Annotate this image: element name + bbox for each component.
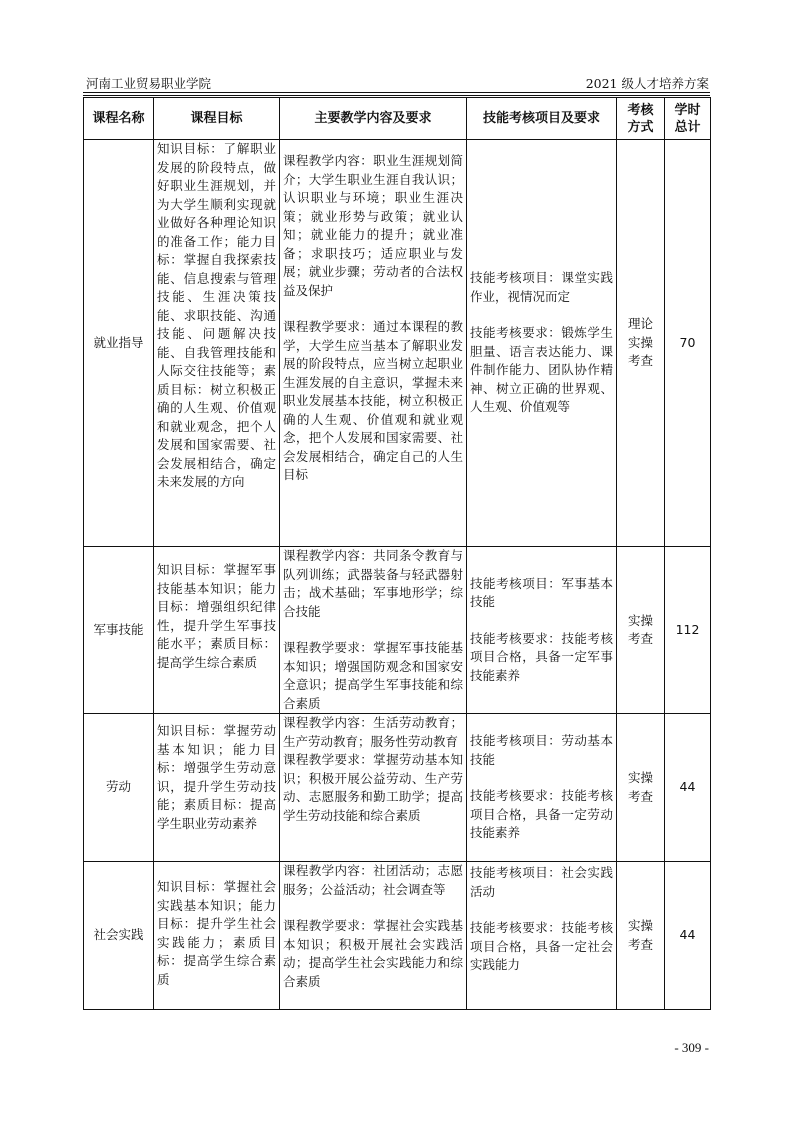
header-rule-second xyxy=(83,95,710,96)
method-line: 考查 xyxy=(627,353,653,369)
assessment-method xyxy=(617,140,665,547)
content-requirement: 课程教学要求：掌握社会实践基本知识；积极开展社会实践活动；提高学生社会实践能力和综合素质 xyxy=(283,918,463,989)
header-plan-title: 2021 级人才培养方案 xyxy=(585,76,709,91)
paragraph-gap xyxy=(283,300,463,318)
assessment-method xyxy=(617,547,665,714)
paragraph-gap xyxy=(470,612,613,630)
skill-item: 技能考核项目：课堂实践作业，视情况而定 xyxy=(470,270,613,304)
paragraph-gap xyxy=(470,901,613,919)
content-description: 课程教学内容：生活劳动教育；生产劳动教育；服务性劳动教育 xyxy=(283,715,463,749)
course-objective: 知识目标：掌握社会实践基本知识；能力目标：提升学生社会实践能力；素质目标：提高学生综合素质 xyxy=(154,862,280,1010)
method-line: 实操 xyxy=(627,918,653,933)
header-hours-line1: 学时 xyxy=(674,102,701,118)
content-description: 课程教学内容：社团活动；志愿服务；公益活动；社会调查等 xyxy=(283,863,463,897)
course-content xyxy=(280,862,467,1010)
method-line: 考查 xyxy=(627,936,653,952)
header-method-line2: 方式 xyxy=(627,119,654,135)
course-name: 就业指导 xyxy=(84,140,154,547)
table-row xyxy=(84,140,711,547)
course-content xyxy=(280,140,467,547)
table-row xyxy=(84,714,711,862)
course-name: 劳动 xyxy=(84,714,154,862)
header-course-name: 课程名称 xyxy=(84,98,154,140)
skill-requirement: 技能考核要求：技能考核项目合格，具备一定军事技能素养 xyxy=(470,630,613,683)
content-requirement: 课程教学要求：通过本课程的教学，大学生应当基本了解职业发展的阶段特点，应当树立起职业生涯发展的自主意识，掌握未来职业发展基本技能，树立积极正确的人生观、价值观和就业观念，把个人发展和国家需要、社会发展相结合，确定自己的人生目标 xyxy=(283,319,463,482)
header-assessment-method xyxy=(617,98,665,140)
header-course-content: 主要教学内容及要求 xyxy=(280,98,467,140)
table-header-row xyxy=(84,98,711,140)
skill-requirement: 技能考核要求：锻炼学生胆量、语言表达能力、课件制作能力、团队协作精神、树立正确的世界观、人生观、价值观等 xyxy=(470,325,613,415)
course-content xyxy=(280,547,467,714)
skill-requirement: 技能考核要求：技能考核项目合格，具备一定劳动技能素养 xyxy=(470,788,613,841)
total-hours: 44 xyxy=(665,862,711,1010)
course-objective: 知识目标：掌握军事技能基本知识；能力目标：增强组织纪律性，提升学生军事技能水平；素质目标：提高学生综合素质 xyxy=(154,547,280,714)
course-name: 军事技能 xyxy=(84,547,154,714)
method-line: 考查 xyxy=(627,631,653,646)
content-description: 课程教学内容：共同条令教育与队列训练；武器装备与轻武器射击；战术基础；军事地形学；综合技能 xyxy=(283,548,463,619)
skill-item: 技能考核项目：劳动基本技能 xyxy=(470,733,613,767)
paragraph-gap xyxy=(470,769,613,787)
method-line: 实操 xyxy=(627,334,653,350)
total-hours: 44 xyxy=(665,714,711,862)
course-objective: 知识目标：了解职业发展的阶段特点，做好职业生涯规划，并为大学生顺利实现就业做好各种理论知识的准备工作；能力目标：掌握自我探索技能、信息搜索与管理技能、生涯决策技能、求职技能、沟通技能、问题解决技能、自我管理技能和人际交往技能等；素质目标：树立积极正确的人生观、价值观和就业观念，把个人发展和国家需要、社会发展相结合，确定未来发展的方向 xyxy=(154,140,280,547)
table-row xyxy=(84,547,711,714)
content-description: 课程教学内容：职业生涯规划简介；大学生职业生涯自我认识；认识职业与环境；职业生涯决策；就业形势与政策；就业认知；就业能力的提升；就业准备；求职技巧；适应职业与发展；就业步骤；劳动者的合法权益及保护 xyxy=(283,153,463,298)
skill-item: 技能考核项目：军事基本技能 xyxy=(470,575,613,610)
paragraph-gap xyxy=(283,621,463,639)
total-hours: 70 xyxy=(665,140,711,547)
header-school-name: 河南工业贸易职业学院 xyxy=(86,76,212,91)
skill-assessment xyxy=(467,547,617,714)
paragraph-gap xyxy=(470,306,613,324)
method-line: 理论 xyxy=(627,316,653,332)
header-rule xyxy=(83,92,710,93)
course-objective: 知识目标：掌握劳动基本知识；能力目标：增强学生劳动意识，提升学生劳动技能；素质目标：提高学生职业劳动素养 xyxy=(154,714,280,862)
skill-requirement: 技能考核要求：技能考核项目合格，具备一定社会实践能力 xyxy=(470,920,613,972)
total-hours: 112 xyxy=(665,547,711,714)
course-content xyxy=(280,714,467,862)
skill-item: 技能考核项目：社会实践活动 xyxy=(470,865,613,899)
table-row xyxy=(84,862,711,1010)
header-skill-assessment: 技能考核项目及要求 xyxy=(467,98,617,140)
content-requirement: 课程教学要求：掌握劳动基本知识；积极开展公益劳动、生产劳动、志愿服务和勤工助学；提高学生劳动技能和综合素质 xyxy=(283,752,463,823)
assessment-method xyxy=(617,862,665,1010)
method-line: 考查 xyxy=(627,788,653,804)
header-method-line1: 考核 xyxy=(627,102,654,118)
skill-assessment xyxy=(467,714,617,862)
skill-assessment xyxy=(467,862,617,1010)
page-number: - 309 - xyxy=(674,1040,709,1055)
content-requirement: 课程教学要求：掌握军事技能基本知识；增强国防观念和国家安全意识；提高学生军事技能和综合素质 xyxy=(283,640,463,711)
header-course-objective: 课程目标 xyxy=(154,98,280,140)
course-name: 社会实践 xyxy=(84,862,154,1010)
header-total-hours xyxy=(665,98,711,140)
method-line: 实操 xyxy=(627,612,653,628)
skill-assessment xyxy=(467,140,617,547)
method-line: 实操 xyxy=(627,770,653,785)
paragraph-gap xyxy=(283,899,463,917)
course-table xyxy=(83,97,711,1010)
header-hours-line2: 总计 xyxy=(674,119,701,135)
assessment-method xyxy=(617,714,665,862)
